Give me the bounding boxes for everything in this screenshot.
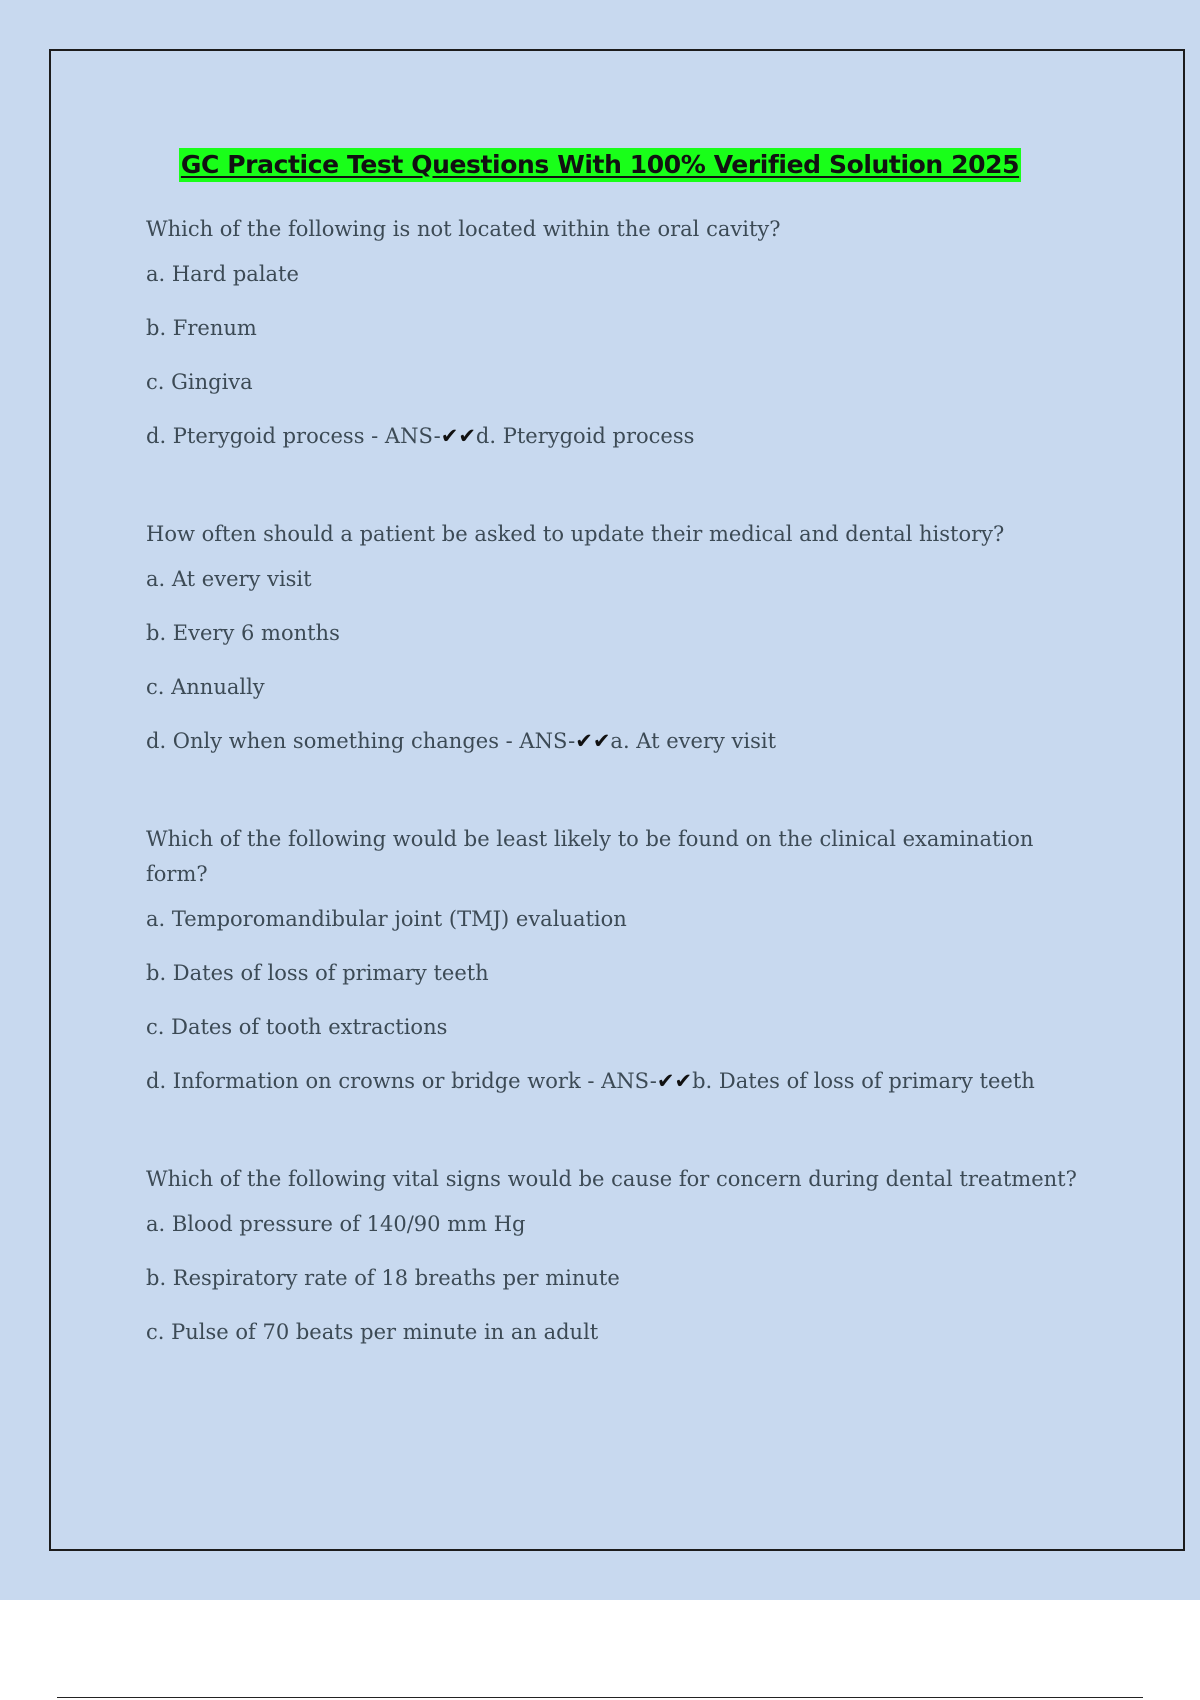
question-text: Which of the following vital signs would be cause for concern during dental treatment? [146,1167,1077,1191]
question-spacer [146,768,1096,822]
question-text: Which of the following would be least likely to be found on the clinical examination form? [146,827,1034,886]
question-list [146,212,1096,1359]
option-b: b. Dates of loss of primary teeth [146,961,489,985]
option-d-with-answer [146,409,1096,463]
question-text: Which of the following is not located within the oral cavity? [146,217,781,241]
option-a: a. Hard palate [146,262,299,286]
checkmark-icon: ✔✔ [575,729,611,753]
checkmark-icon: ✔✔ [656,1069,693,1093]
question-spacer [146,1108,1096,1162]
document-title: GC Practice Test Questions With 100% Verified Solution 2025 [179,148,1021,182]
option-d: d. Only when something changes - ANS- [146,729,576,753]
title-container [0,148,1200,182]
answer-text: b. Dates of loss of primary teeth [692,1069,1035,1093]
option-d-with-answer [146,1054,1096,1108]
question-2 [146,517,1096,768]
checkmark-icon: ✔✔ [440,424,476,448]
answer-text: d. Pterygoid process [475,424,695,448]
option-c: c. Pulse of 70 beats per minute in an adult [146,1320,599,1344]
option-c: c. Gingiva [146,370,253,394]
option-d: d. Information on crowns or bridge work - ANS- [146,1069,657,1093]
option-b: b. Frenum [146,316,257,340]
option-b: b. Respiratory rate of 18 breaths per minute [146,1266,620,1290]
question-text: How often should a patient be asked to update their medical and dental history? [146,522,1005,546]
option-b: b. Every 6 months [146,621,340,645]
footer-divider [57,1697,1143,1698]
option-a: a. Blood pressure of 140/90 mm Hg [146,1212,526,1236]
option-c: c. Annually [146,675,265,699]
option-d-with-answer [146,714,1096,768]
option-c: c. Dates of tooth extractions [146,1015,448,1039]
question-spacer [146,463,1096,517]
question-3 [146,822,1096,1108]
answer-text: a. At every visit [610,729,777,753]
question-1 [146,212,1096,463]
option-d: d. Pterygoid process - ANS- [146,424,441,448]
option-a: a. At every visit [146,567,312,591]
question-4 [146,1162,1096,1359]
option-a: a. Temporomandibular joint (TMJ) evaluation [146,907,627,931]
